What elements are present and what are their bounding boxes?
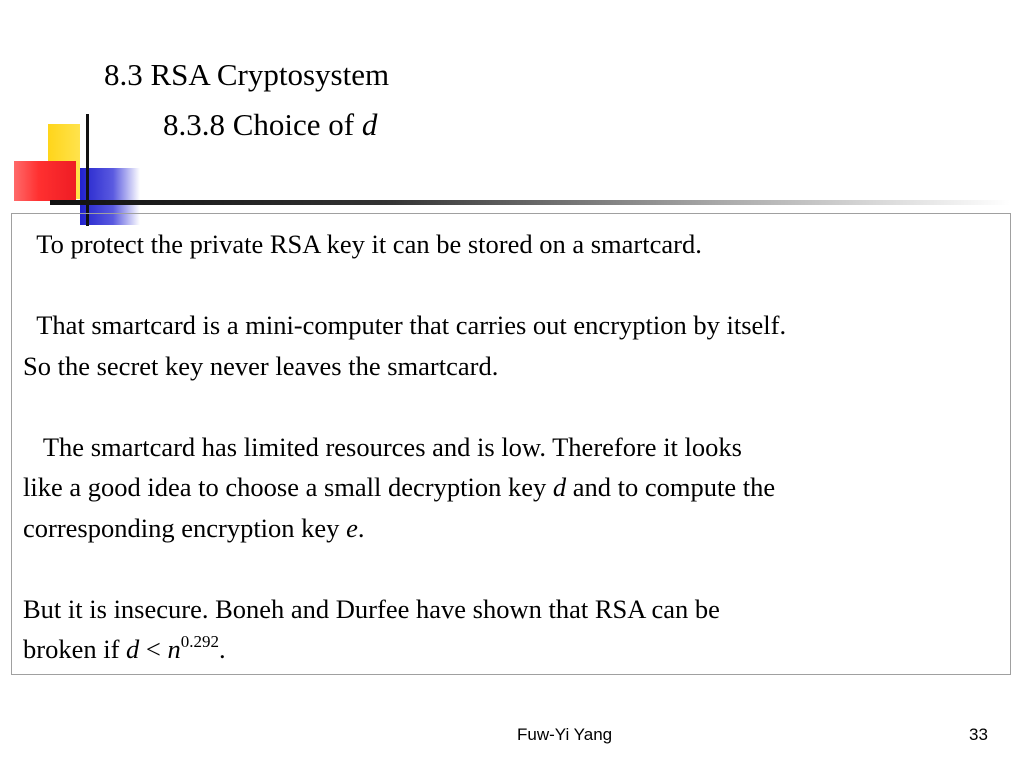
slide-title: 8.3 RSA Cryptosystem <box>104 57 390 92</box>
decor-red-square <box>14 161 76 201</box>
p3-line2-a: like a good idea to choose a small decryption key <box>23 472 547 502</box>
subtitle-text: 8.3.8 Choice of <box>163 107 355 142</box>
p4-line2-a: broken if <box>23 634 120 664</box>
paragraph-3-line-1 <box>23 427 1013 468</box>
exponent: 0.292 <box>180 632 219 651</box>
paragraph-3-line-2 <box>23 467 1013 508</box>
paragraph-2-line-2: So the secret key never leaves the smartcard. <box>23 350 499 381</box>
p2-line1-text: That smartcard is a mini-computer that carries out encryption by itself. <box>36 310 787 340</box>
var-n: n <box>167 634 181 664</box>
var-d: d <box>552 472 567 502</box>
p3-line2-b: and to compute the <box>572 472 776 502</box>
footer-author: Fuw-Yi Yang <box>517 725 613 744</box>
slide-subtitle <box>163 106 377 144</box>
paragraph-4-line-1: But it is insecure. Boneh and Durfee have shown that RSA can be <box>23 593 720 624</box>
paragraph-1 <box>23 224 1013 265</box>
paragraph-2-line-1 <box>23 305 1013 346</box>
p3-line1-text: The smartcard has limited resources and is low. Therefore it looks <box>42 431 742 462</box>
p3-line3-a: corresponding encryption key <box>23 512 340 543</box>
less-than-sign: < <box>145 634 161 664</box>
paragraph-3-line-3 <box>23 508 1013 549</box>
var-e: e <box>346 512 358 543</box>
content-body <box>23 224 1013 670</box>
subtitle-variable-d: d <box>361 107 378 142</box>
decor-horizontal-rule <box>50 200 1010 205</box>
var-d-ineq: d <box>126 634 140 664</box>
page-number: 33 <box>969 725 988 744</box>
decor-vertical-line <box>86 114 89 226</box>
p4-end: . <box>218 634 226 664</box>
paragraph-4-line-2 <box>23 629 1013 670</box>
p1-text: To protect the private RSA key it can be stored on a smartcard. <box>36 229 702 259</box>
p3-line3-end: . <box>357 512 365 543</box>
